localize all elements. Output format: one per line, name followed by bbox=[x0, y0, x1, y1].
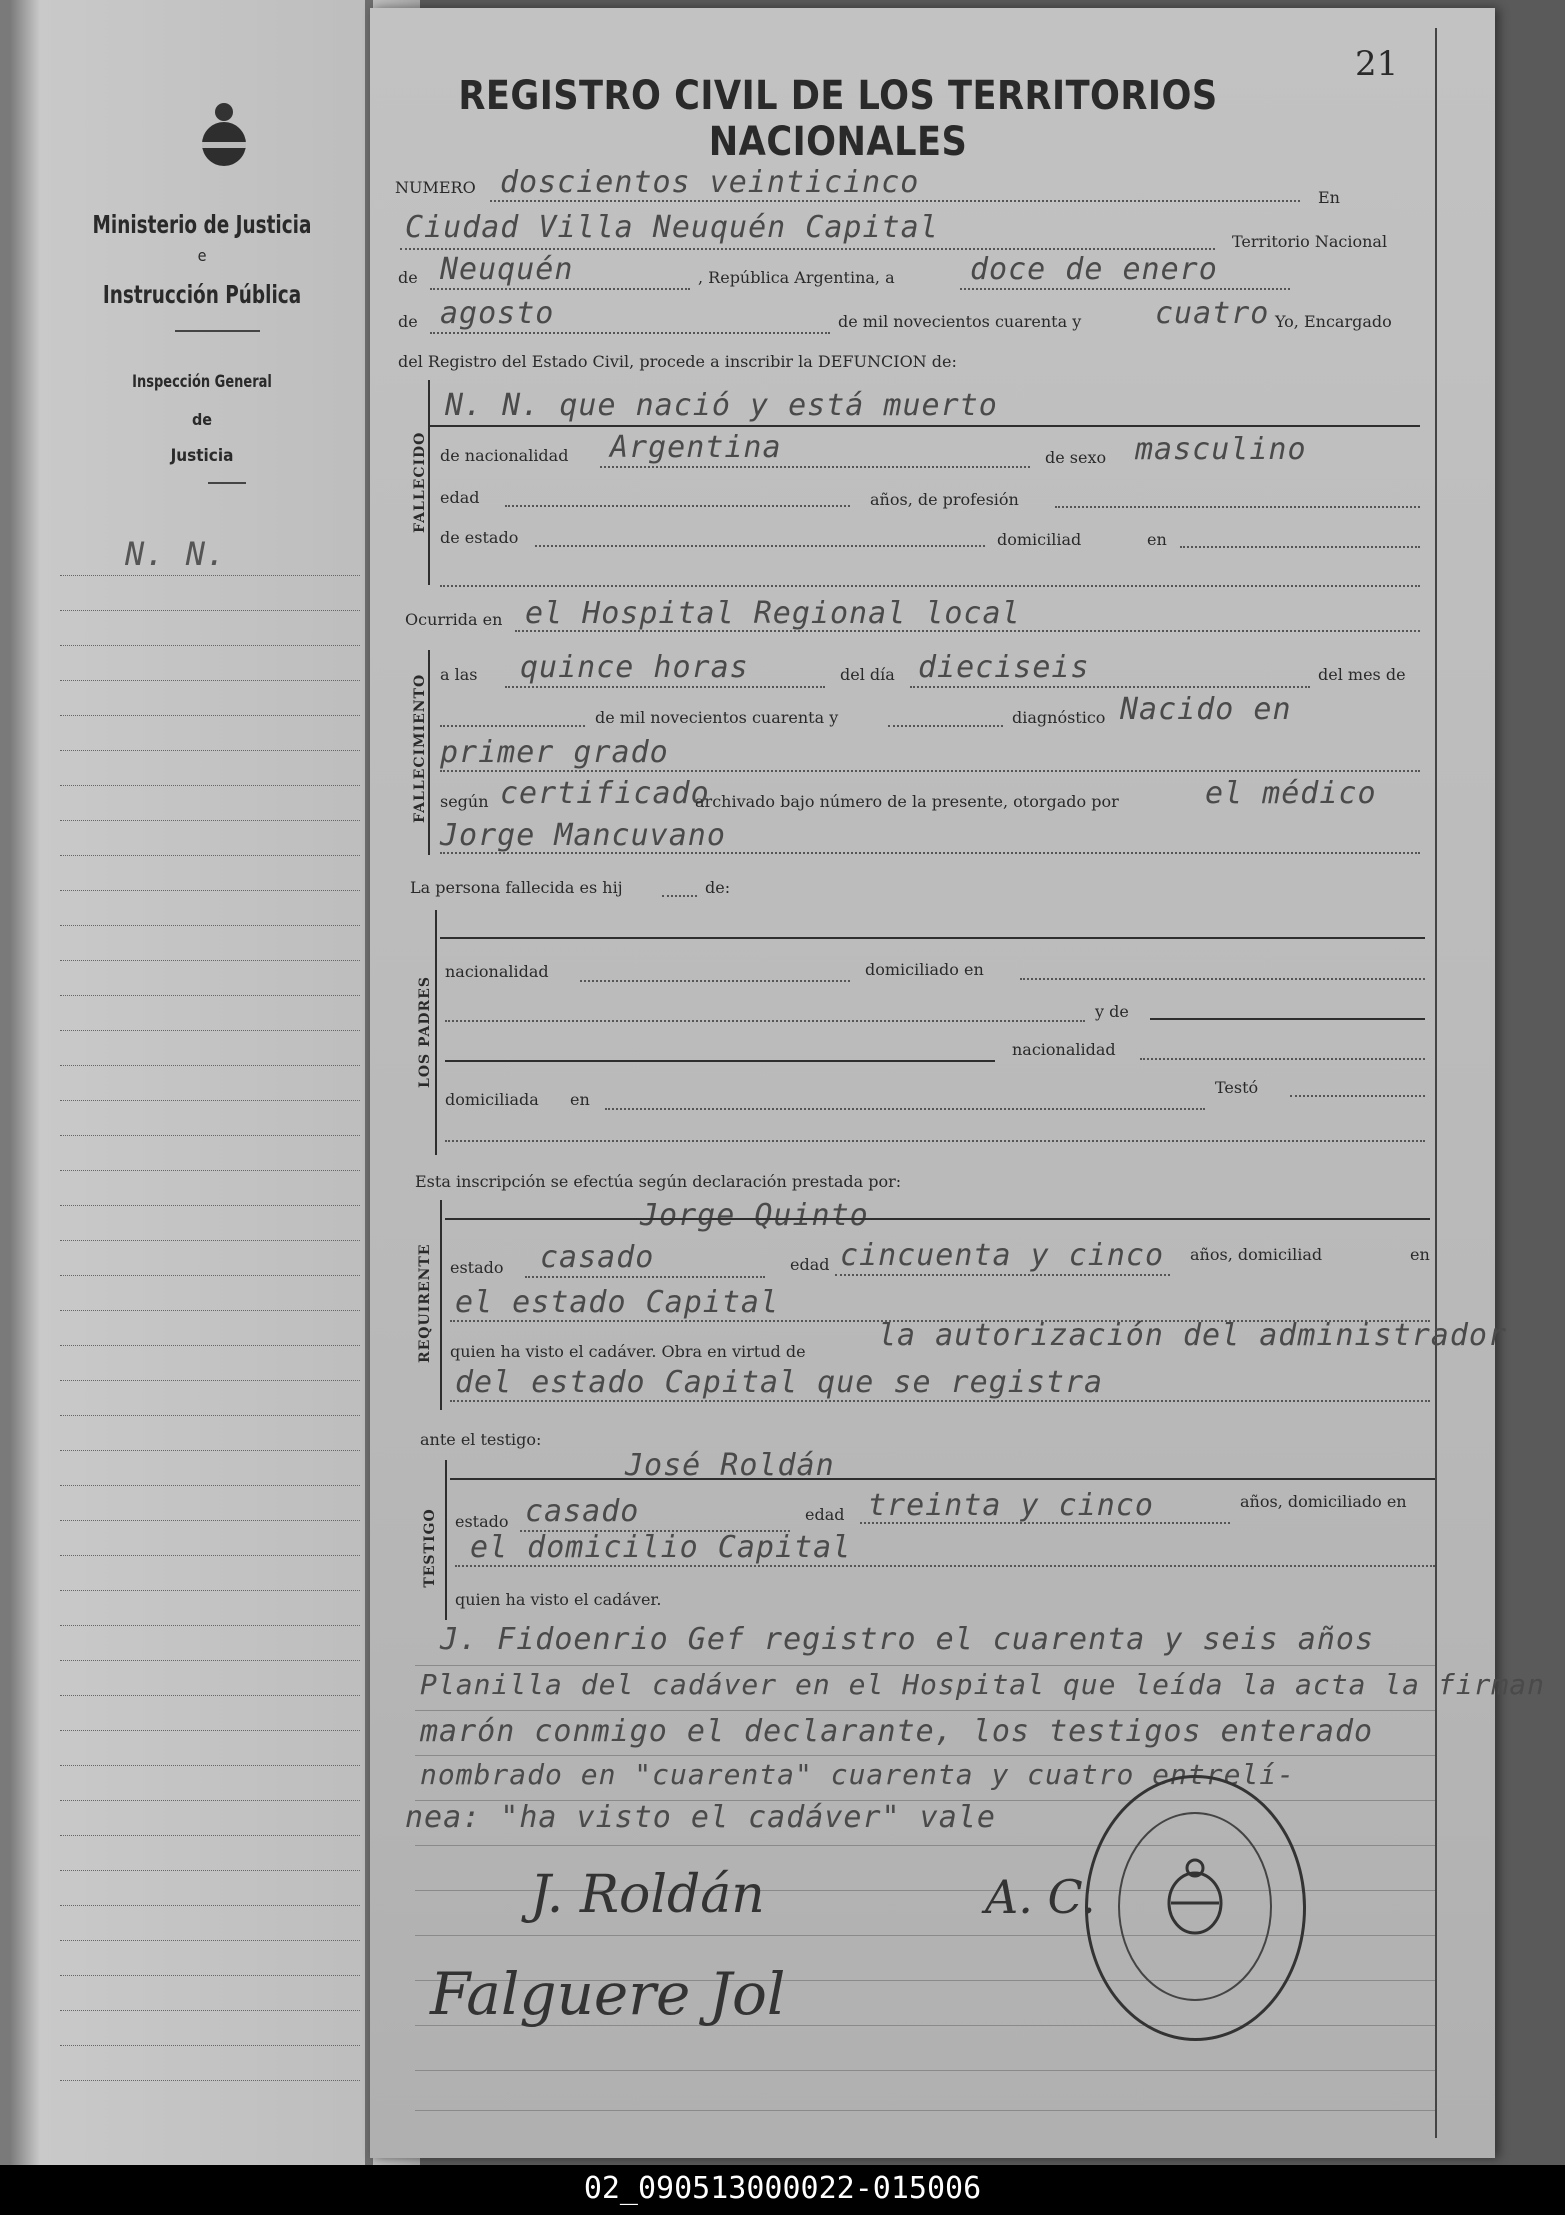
dia-dotline bbox=[910, 686, 1310, 688]
a-las-label: a las bbox=[440, 665, 478, 684]
fallecido-estado-dotline bbox=[535, 545, 985, 547]
requirente-edad-label: edad bbox=[790, 1255, 830, 1274]
requirente-anos-label: años, domiciliad bbox=[1190, 1245, 1323, 1264]
padres-testo-label: Testó bbox=[1215, 1078, 1259, 1097]
month-value: agosto bbox=[440, 296, 555, 331]
fallecido-en-label: en bbox=[1147, 530, 1167, 549]
fallecido-nacionalidad-label: de nacionalidad bbox=[440, 446, 569, 465]
diagnostico-value2: primer grado bbox=[440, 735, 669, 770]
testigo-name: José Roldán bbox=[625, 1448, 835, 1483]
padres-nacionalidad-label: nacionalidad bbox=[445, 962, 549, 981]
otorgado-value2: Jorge Mancuvano bbox=[440, 818, 726, 853]
place-value: Ciudad Villa Neuquén Capital bbox=[405, 210, 939, 245]
day-dotline bbox=[960, 288, 1290, 290]
segun-label: según bbox=[440, 792, 489, 811]
fallecido-profesion-dotline bbox=[1055, 506, 1420, 508]
padres-nacionalidad2-label: nacionalidad bbox=[1012, 1040, 1116, 1059]
ocurrida-dotline bbox=[515, 630, 1420, 632]
testigo-bracket bbox=[445, 1460, 447, 1620]
territorio-label: Territorio Nacional bbox=[1232, 232, 1388, 251]
testigo-domicilio-value: el domicilio Capital bbox=[470, 1530, 852, 1565]
padres-nacionalidad2-dotline bbox=[1140, 1058, 1425, 1060]
stub-handwritten: N. N. bbox=[125, 535, 227, 573]
testigo-visto-label: quien ha visto el cadáver. bbox=[455, 1590, 662, 1609]
province-value: Neuquén bbox=[440, 252, 574, 287]
testigo-section-label: TESTIGO bbox=[422, 1508, 438, 1588]
fallecido-anos-label: años, de profesión bbox=[870, 490, 1019, 509]
notes-line5: nea: "ha visto el cadáver" vale bbox=[405, 1800, 996, 1835]
signature-officer: A. C. bbox=[985, 1870, 1096, 1924]
padres-mother-line2 bbox=[445, 1060, 995, 1062]
requirente-name: Jorge Quinto bbox=[640, 1198, 869, 1233]
testigo-estado-label: estado bbox=[455, 1512, 509, 1531]
year-label: de mil novecientos cuarenta y bbox=[838, 312, 1082, 331]
fallecido-name: N. N. que nació y está muerto bbox=[445, 388, 998, 423]
fallecimiento-section-label: FALLECIMIENTO bbox=[412, 673, 428, 823]
fallecido-en-dotline bbox=[1180, 546, 1420, 548]
fallecido-extra-dotline bbox=[440, 585, 1420, 587]
padres-domiciliada-label: domiciliada bbox=[445, 1090, 539, 1109]
en-label: En bbox=[1318, 188, 1340, 207]
fallecido-estado-label: de estado bbox=[440, 528, 519, 547]
coat-of-arms-icon bbox=[198, 100, 250, 168]
requirente-section-label: REQUIRENTE bbox=[417, 1243, 433, 1363]
inscripcion-label: Esta inscripción se efectúa según declaración prestada por: bbox=[415, 1172, 902, 1191]
signature-declarant: Falguere Jol bbox=[430, 1960, 786, 2028]
footer-bar bbox=[0, 2165, 1565, 2215]
persona-dotline bbox=[662, 895, 697, 897]
registro-label: del Registro del Estado Civil, procede a inscribir la DEFUNCION de: bbox=[398, 352, 957, 371]
testigo-estado-value: casado bbox=[525, 1494, 640, 1529]
month-dotline bbox=[430, 332, 830, 334]
ante-label: ante el testigo: bbox=[420, 1430, 542, 1449]
padres-y-de-label: y de bbox=[1095, 1002, 1129, 1021]
ministry-line3: Instrucción Pública bbox=[102, 280, 302, 309]
fallecido-nacionalidad-value: Argentina bbox=[610, 430, 782, 465]
del-dia-label: del día bbox=[840, 665, 895, 684]
province-dotline bbox=[430, 288, 690, 290]
ministry-line1: Ministerio de Justicia bbox=[92, 210, 312, 239]
day-value: doce de enero bbox=[970, 252, 1218, 287]
left-stub bbox=[0, 0, 420, 2165]
inspection-line3: Justicia bbox=[170, 446, 234, 466]
requirente-obra-value: la autorización del administrador bbox=[878, 1318, 1508, 1353]
padres-domiciliado-dotline bbox=[1020, 978, 1425, 980]
otorgado-value: el médico bbox=[1205, 776, 1377, 811]
requirente-estado-dotline bbox=[525, 1276, 765, 1278]
testigo-domicilio-dotline bbox=[455, 1565, 1435, 1567]
testigo-edad-value: treinta y cinco bbox=[868, 1488, 1154, 1523]
testigo-name-line bbox=[450, 1478, 1435, 1480]
stub-inner bbox=[55, 20, 395, 2130]
anio-dotline bbox=[888, 725, 1003, 727]
otorgado-dotline bbox=[440, 852, 1420, 854]
year-value: cuatro bbox=[1155, 296, 1270, 331]
mes-dotline bbox=[440, 725, 585, 727]
place-dotline bbox=[400, 248, 1215, 250]
numero-label: NUMERO bbox=[395, 178, 476, 197]
padres-en-dotline bbox=[605, 1108, 1205, 1110]
fallecido-sexo-label: de sexo bbox=[1045, 448, 1107, 467]
padres-father-line bbox=[440, 937, 1425, 939]
yo-label: Yo, Encargado bbox=[1275, 312, 1392, 331]
persona-label: La persona fallecida es hij bbox=[410, 878, 623, 897]
page-right-edge bbox=[1435, 28, 1437, 2138]
requirente-estado-label: estado bbox=[450, 1258, 504, 1277]
footer-id: 02_090513000022-015006 bbox=[583, 2171, 982, 2206]
requirente-bracket bbox=[440, 1200, 442, 1410]
fallecido-sexo-value: masculino bbox=[1135, 432, 1307, 467]
padres-mother-line1 bbox=[1150, 1018, 1425, 1020]
hora-value: quince horas bbox=[520, 650, 749, 685]
requirente-edad-value: cincuenta y cinco bbox=[840, 1238, 1165, 1273]
ocurrida-label: Ocurrida en bbox=[405, 610, 503, 629]
notes-line1: J. Fidoenrio Gef registro el cuarenta y seis años bbox=[440, 1622, 1375, 1657]
fallecido-domiciliado-label: domiciliad bbox=[997, 530, 1082, 549]
requirente-en-label: en bbox=[1410, 1245, 1430, 1264]
inspection-line2: de bbox=[191, 410, 213, 429]
archivado-label: archivado bajo número de la presente, otorgado por bbox=[695, 792, 1119, 811]
requirente-obra-value2: del estado Capital que se registra bbox=[455, 1365, 1104, 1400]
testigo-edad-dotline bbox=[860, 1522, 1230, 1524]
testigo-anos-label: años, domiciliado en bbox=[1240, 1492, 1407, 1511]
requirente-estado-value: casado bbox=[540, 1240, 655, 1275]
fallecido-edad-dotline bbox=[505, 505, 850, 507]
diagnostico-value: Nacido en bbox=[1120, 692, 1292, 727]
requirente-edad-dotline bbox=[835, 1274, 1170, 1276]
inspection-divider bbox=[208, 482, 246, 484]
padres-extra-dotline bbox=[445, 1020, 1085, 1022]
ocurrida-value: el Hospital Regional local bbox=[525, 596, 1021, 631]
notes-line3: marón conmigo el declarante, los testigos enterado bbox=[420, 1714, 1374, 1749]
hora-dotline bbox=[505, 686, 825, 688]
padres-extra2-dotline bbox=[445, 1140, 1425, 1142]
padres-testo-dotline bbox=[1290, 1095, 1425, 1097]
de2-label: de bbox=[398, 312, 418, 331]
segun-value: certificado bbox=[500, 776, 710, 811]
fallecimiento-bracket bbox=[428, 650, 430, 855]
padres-domiciliado-label: domiciliado en bbox=[865, 960, 984, 979]
fallecido-name-line bbox=[430, 425, 1420, 427]
padres-section-label: LOS PADRES bbox=[417, 976, 433, 1088]
ministry-divider bbox=[175, 330, 260, 332]
fallecido-nacionalidad-dotline bbox=[600, 466, 1030, 468]
numero-value: doscientos veinticinco bbox=[500, 165, 920, 200]
anio-label: de mil novecientos cuarenta y bbox=[595, 708, 839, 727]
page-number: 21 bbox=[1355, 44, 1399, 84]
fallecido-section-label: FALLECIDO bbox=[412, 431, 428, 533]
diagnostico-dotline bbox=[440, 770, 1420, 772]
signature-witness: J. Roldán bbox=[530, 1865, 765, 1925]
requirente-obra-dotline bbox=[450, 1400, 1430, 1402]
notes-line2: Planilla del cadáver en el Hospital que leída la acta la firman bbox=[420, 1668, 1546, 1701]
padres-nacionalidad-dotline bbox=[580, 980, 850, 982]
page-title: REGISTRO CIVIL DE LOS TERRITORIOS NACIONALES bbox=[458, 73, 1218, 165]
inspection-line1: Inspección General bbox=[132, 372, 272, 392]
persona-de-label: de: bbox=[705, 878, 731, 897]
dia-value: dieciseis bbox=[918, 650, 1090, 685]
notes-line4: nombrado en "cuarenta" cuarenta y cuatro entrelí- bbox=[420, 1758, 1296, 1791]
testigo-edad-label: edad bbox=[805, 1505, 845, 1524]
seal-emblem-icon bbox=[1165, 1858, 1225, 1938]
requirente-domicilio-value: el estado Capital bbox=[455, 1285, 780, 1320]
fallecido-bracket bbox=[428, 380, 430, 585]
padres-en-label: en bbox=[570, 1090, 590, 1109]
requirente-visto-label: quien ha visto el cadáver. Obra en virtud de bbox=[450, 1342, 806, 1361]
ministry-line2: e bbox=[197, 246, 207, 265]
de-label: de bbox=[398, 268, 418, 287]
del-mes-label: del mes de bbox=[1318, 665, 1406, 684]
republica-label: , República Argentina, a bbox=[698, 268, 895, 287]
fallecido-edad-label: edad bbox=[440, 488, 480, 507]
numero-dotline bbox=[490, 200, 1300, 202]
padres-bracket bbox=[435, 910, 437, 1155]
diagnostico-label: diagnóstico bbox=[1012, 708, 1106, 727]
requirente-name-line bbox=[445, 1218, 1430, 1220]
